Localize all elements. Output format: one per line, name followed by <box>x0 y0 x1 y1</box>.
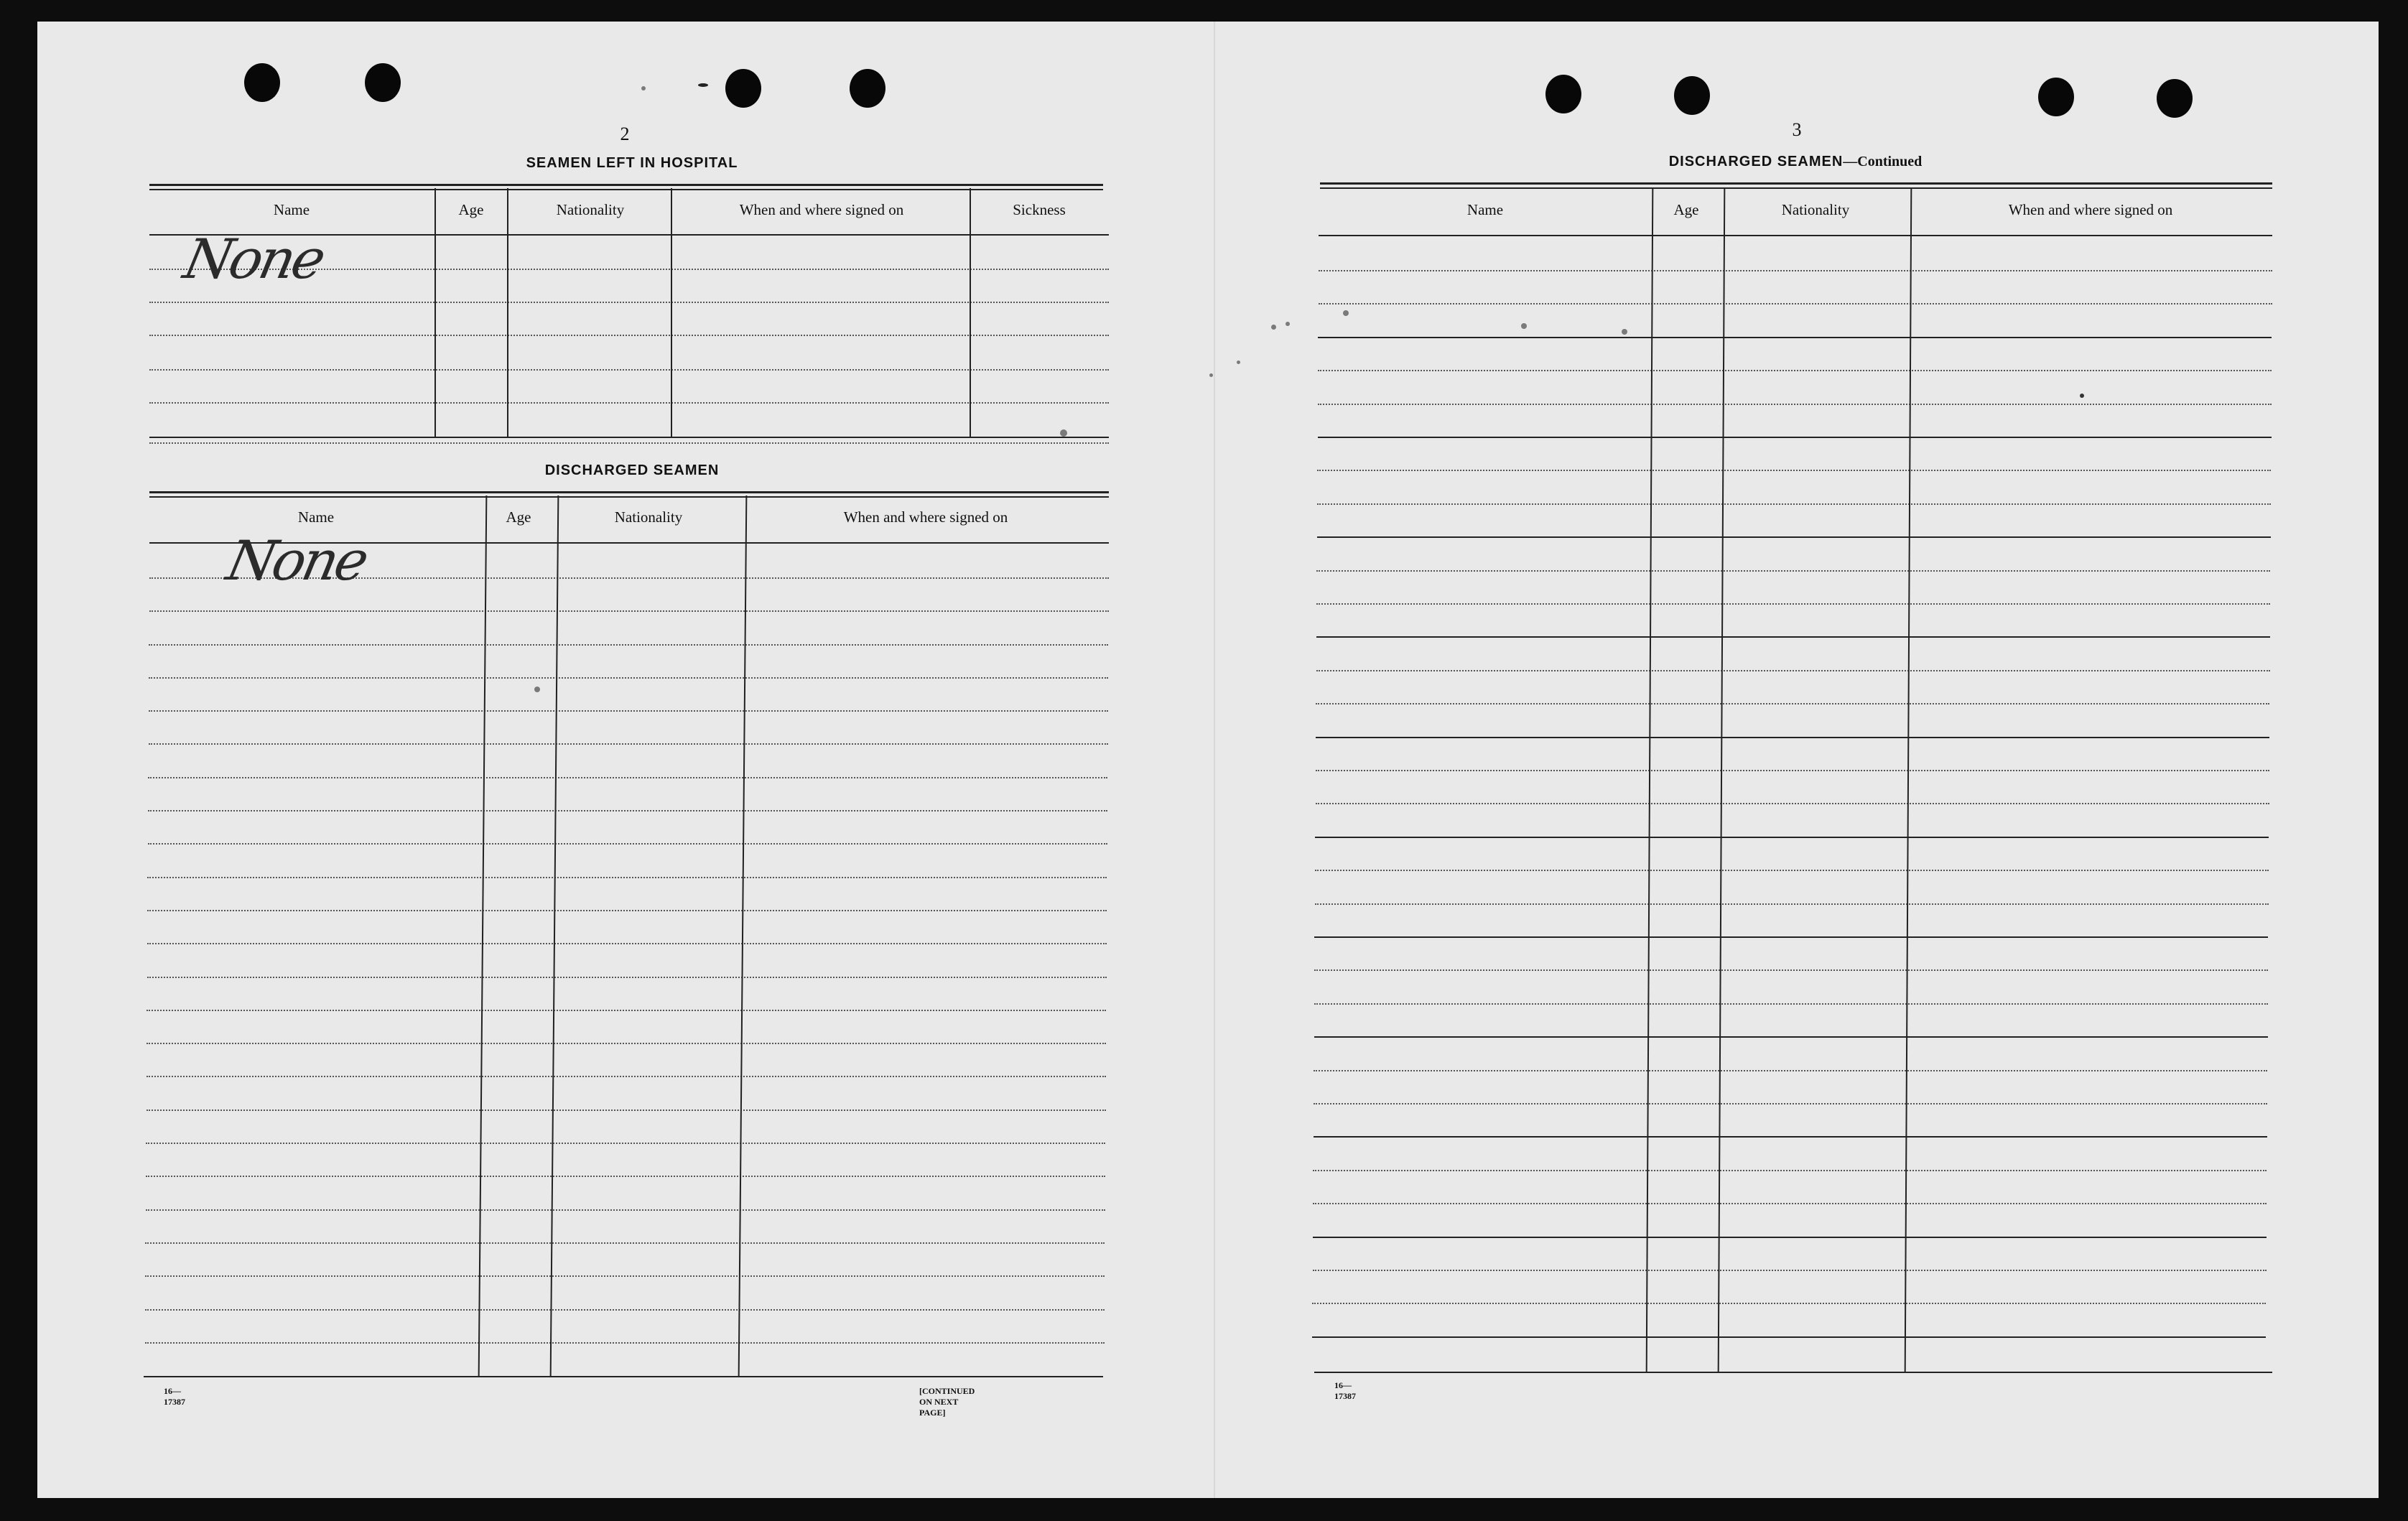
table-row <box>1314 1003 2268 1005</box>
table-row <box>1315 903 2269 905</box>
table-row <box>149 710 1108 712</box>
table-row <box>1319 303 2272 304</box>
table-row <box>146 1176 1105 1177</box>
section-title-discharged: DISCHARGED SEAMEN <box>544 462 720 478</box>
table-row <box>148 843 1107 845</box>
paper-speck <box>1060 429 1067 437</box>
table-row <box>1318 437 2272 438</box>
table-row <box>149 677 1108 679</box>
table-row <box>1318 337 2272 338</box>
paper-speck <box>1209 373 1213 377</box>
table-row <box>1314 1070 2267 1071</box>
punch-hole <box>850 69 885 108</box>
table-row <box>1313 1170 2267 1171</box>
table-row <box>1317 470 2271 471</box>
table-row <box>149 743 1108 745</box>
table-row <box>147 977 1107 978</box>
column-header-signed-on: When and where signed on <box>843 508 1008 526</box>
column-header-age: Age <box>506 508 531 526</box>
column-header-nationality: Nationality <box>614 508 683 526</box>
table-row <box>1312 1303 2266 1304</box>
table-row <box>147 1010 1106 1011</box>
table-row <box>1314 1036 2268 1038</box>
table-row <box>147 1043 1106 1044</box>
table-row <box>1317 536 2271 538</box>
table-row <box>148 777 1107 778</box>
page-fold <box>1214 22 1215 1498</box>
table-row <box>1314 1136 2267 1138</box>
continued-note: [CONTINUED ON NEXT PAGE] <box>919 1386 975 1418</box>
table-row <box>1318 370 2272 371</box>
table-row <box>1313 1270 2267 1271</box>
page-number: 2 <box>620 124 630 144</box>
column-header-sickness: Sickness <box>1013 201 1066 218</box>
table-row <box>147 1076 1106 1077</box>
double-rule <box>149 184 1103 190</box>
table-row <box>1317 503 2271 505</box>
punch-hole <box>365 63 401 102</box>
punch-hole <box>2038 78 2074 116</box>
table-row <box>1316 603 2270 605</box>
table-row <box>149 644 1108 646</box>
paper-speck <box>698 83 708 87</box>
table-row <box>145 1242 1105 1244</box>
table-row <box>1313 1203 2267 1204</box>
table-row <box>145 1342 1105 1344</box>
punch-hole <box>244 63 280 102</box>
title-main: DISCHARGED SEAMEN <box>1668 154 1844 169</box>
table-row <box>1314 969 2268 971</box>
punch-hole <box>725 69 761 108</box>
column-divider <box>507 188 508 438</box>
form-number: 16—17387 <box>1334 1380 1356 1401</box>
column-header-nationality: Nationality <box>1781 201 1850 218</box>
column-header-nationality: Nationality <box>556 201 625 218</box>
table-row <box>1314 1103 2267 1104</box>
double-rule <box>1320 182 2272 189</box>
column-header-name: Name <box>297 508 335 526</box>
table-row <box>149 302 1109 303</box>
table-row <box>1316 703 2269 704</box>
section-title-discharged-continued <box>1609 154 1982 170</box>
table-row <box>147 943 1107 944</box>
column-header-signed-on: When and where signed on <box>2008 201 2173 218</box>
column-header-name: Name <box>1466 201 1504 218</box>
table-row <box>1316 670 2270 671</box>
table-bottom-rule <box>144 1376 1103 1377</box>
paper-speck <box>1271 325 1276 330</box>
column-header-age: Age <box>1673 201 1699 218</box>
form-number: 16—17387 <box>164 1386 185 1407</box>
table-row <box>1316 737 2269 738</box>
table-row <box>145 1309 1105 1311</box>
table-row <box>1319 270 2272 271</box>
column-header-signed-on: When and where signed on <box>739 201 904 218</box>
column-header-name: Name <box>273 201 310 218</box>
table-row <box>148 810 1107 811</box>
table-row <box>149 335 1109 336</box>
column-divider <box>434 188 436 438</box>
column-header-age: Age <box>458 201 484 218</box>
paper-speck <box>1521 323 1527 329</box>
table-row <box>1316 770 2269 771</box>
table-bottom-rule <box>1314 1372 2272 1373</box>
table-bottom-rule <box>149 442 1109 444</box>
table-row <box>1315 837 2269 838</box>
handwritten-entry: None <box>221 529 372 592</box>
title-suffix: —Continued <box>1843 154 1923 169</box>
table-row <box>1318 404 2272 405</box>
paper-speck <box>1343 310 1349 316</box>
table-row <box>1312 1336 2266 1338</box>
paper-speck <box>534 687 540 692</box>
punch-hole <box>1674 76 1710 115</box>
paper-speck <box>1622 329 1627 335</box>
table-row <box>147 1110 1106 1111</box>
table-row <box>147 910 1107 911</box>
table-row <box>1315 870 2269 871</box>
table-row <box>149 610 1109 612</box>
table-row <box>149 369 1109 371</box>
page-number: 3 <box>1792 119 1802 140</box>
table-row <box>146 1143 1105 1144</box>
table-row <box>149 402 1109 404</box>
paper-speck <box>2080 394 2084 398</box>
table-row <box>147 877 1107 878</box>
table-row <box>1313 1237 2267 1238</box>
column-divider <box>970 188 971 438</box>
table-row <box>1316 636 2270 638</box>
table-row <box>1316 570 2270 572</box>
header-rule <box>1319 235 2272 236</box>
double-rule <box>149 491 1109 498</box>
paper-speck <box>1237 361 1240 364</box>
handwritten-entry: None <box>178 227 329 291</box>
paper-speck <box>641 86 646 90</box>
table-row <box>1314 936 2268 938</box>
table-row <box>145 1275 1105 1277</box>
punch-hole <box>1545 75 1581 113</box>
table-row <box>146 1209 1105 1211</box>
column-divider <box>671 188 672 438</box>
table-row <box>1316 803 2269 804</box>
table-bottom-rule <box>149 437 1109 438</box>
paper-speck <box>1286 322 1290 326</box>
section-title-hospital: SEAMEN LEFT IN HOSPITAL <box>526 155 738 171</box>
punch-hole <box>2157 79 2193 118</box>
